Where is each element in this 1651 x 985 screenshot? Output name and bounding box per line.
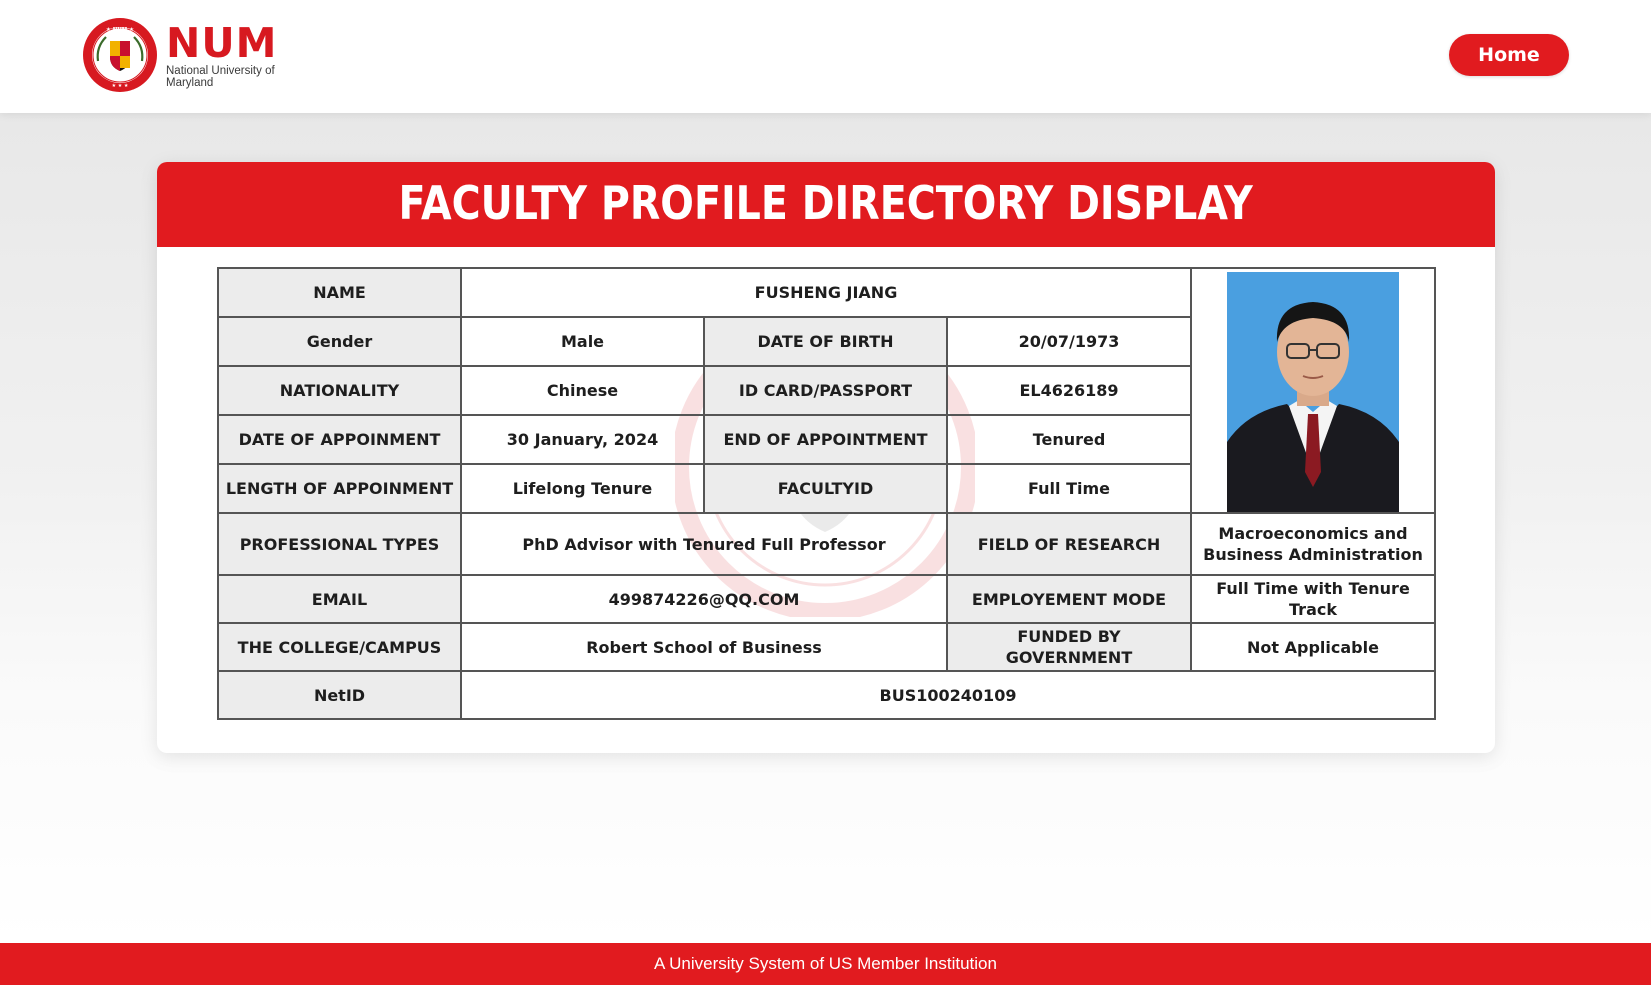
table-row-name xyxy=(218,268,1435,317)
funded-value: Not Applicable xyxy=(1191,623,1435,671)
id-value: EL4626189 xyxy=(947,366,1191,415)
facultyid-label: FACULTYID xyxy=(704,464,947,513)
faculty-photo xyxy=(1227,272,1399,512)
netid-value: BUS100240109 xyxy=(461,671,1435,719)
profile-card xyxy=(157,162,1495,753)
research-value: Macroeconomics and Business Administration xyxy=(1191,513,1435,575)
university-seal-icon xyxy=(82,17,158,93)
table-row-netid xyxy=(218,671,1435,719)
appoint-date-value: 30 January, 2024 xyxy=(461,415,704,464)
svg-text:★ NUM ★: ★ NUM ★ xyxy=(105,27,135,33)
brand-title: NUM xyxy=(166,19,278,67)
name-value: FUSHENG JIANG xyxy=(461,268,1191,317)
profile-table xyxy=(217,267,1436,720)
page-title: FACULTY PROFILE DIRECTORY DISPLAY xyxy=(398,176,1254,230)
netid-label: NetID xyxy=(218,671,461,719)
dob-value: 20/07/1973 xyxy=(947,317,1191,366)
appoint-length-label: LENGTH OF APPOINMENT xyxy=(218,464,461,513)
table-row-professional xyxy=(218,513,1435,575)
brand-block xyxy=(166,21,277,89)
id-label: ID CARD/PASSPORT xyxy=(704,366,947,415)
table-row-email xyxy=(218,575,1435,623)
facultyid-value: Full Time xyxy=(947,464,1191,513)
university-logo[interactable] xyxy=(82,17,278,93)
nationality-label: NATIONALITY xyxy=(218,366,461,415)
college-label: THE COLLEGE/CAMPUS xyxy=(218,623,461,671)
site-header xyxy=(0,0,1651,113)
home-button[interactable]: Home xyxy=(1449,34,1569,76)
name-label: NAME xyxy=(218,268,461,317)
email-value: 499874226@QQ.COM xyxy=(461,575,947,623)
nationality-value: Chinese xyxy=(461,366,704,415)
gender-label: Gender xyxy=(218,317,461,366)
site-footer xyxy=(0,943,1651,985)
appoint-end-label: END OF APPOINTMENT xyxy=(704,415,947,464)
employ-mode-label: EMPLOYEMENT MODE xyxy=(947,575,1191,623)
prof-types-value: PhD Advisor with Tenured Full Professor xyxy=(461,513,947,575)
dob-label: DATE OF BIRTH xyxy=(704,317,947,366)
footer-text: A University System of US Member Institution xyxy=(654,954,997,973)
employ-mode-value: Full Time with Tenure Track xyxy=(1191,575,1435,623)
email-label: EMAIL xyxy=(218,575,461,623)
photo-cell xyxy=(1191,268,1435,513)
appoint-length-value: Lifelong Tenure xyxy=(461,464,704,513)
gender-value: Male xyxy=(461,317,704,366)
funded-label: FUNDED BY GOVERNMENT xyxy=(947,623,1191,671)
appoint-end-value: Tenured xyxy=(947,415,1191,464)
table-row-college xyxy=(218,623,1435,671)
brand-subtitle: National University of Maryland xyxy=(166,65,275,89)
card-header xyxy=(157,162,1495,247)
appoint-date-label: DATE OF APPOINMENT xyxy=(218,415,461,464)
college-value: Robert School of Business xyxy=(461,623,947,671)
research-label: FIELD OF RESEARCH xyxy=(947,513,1191,575)
prof-types-label: PROFESSIONAL TYPES xyxy=(218,513,461,575)
svg-text:★ ★ ★: ★ ★ ★ xyxy=(111,83,129,89)
